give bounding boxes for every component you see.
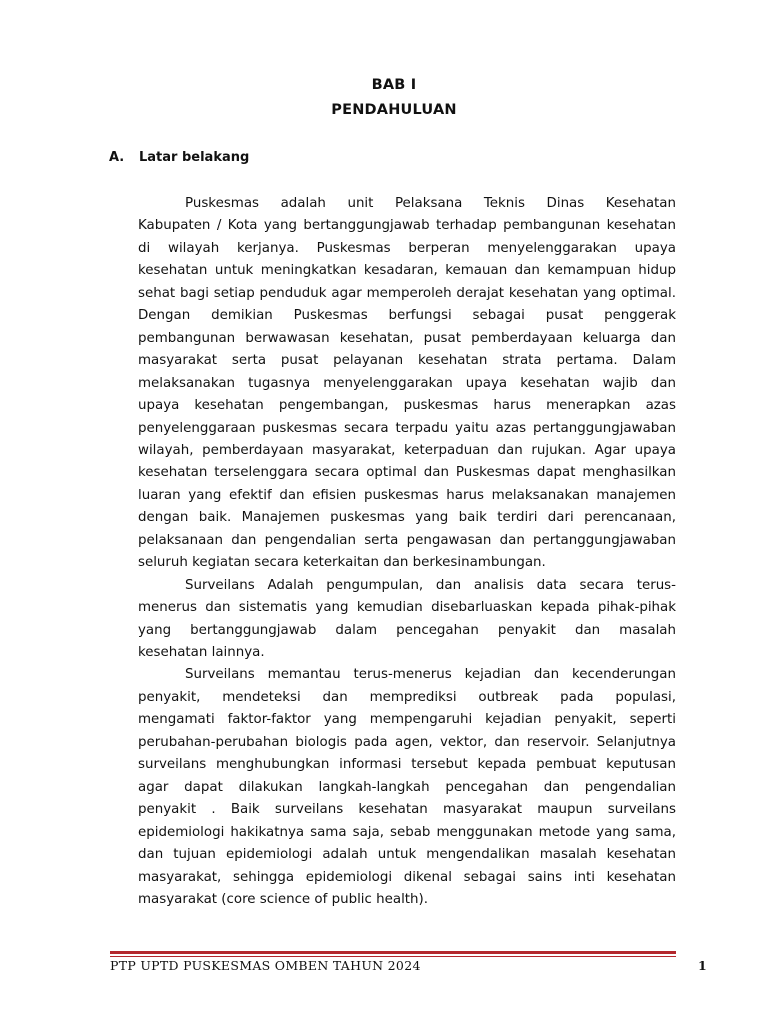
body-line: perubahan-perubahan biologis pada agen, vektor, dan reservoir. Selanjutnya bbox=[138, 734, 676, 750]
body-line: sehat bagi setiap penduduk agar memperoleh derajat kesehatan yang optimal. bbox=[138, 285, 676, 301]
body-line: dan tujuan epidemiologi adalah untuk mengendalikan masalah kesehatan bbox=[138, 847, 676, 863]
section-title: Latar belakang bbox=[139, 150, 250, 165]
body-line: upaya kesehatan pengembangan, puskesmas harus menerapkan azas bbox=[138, 398, 676, 414]
body-line: pembangunan berwawasan kesehatan, pusat pemberdayaan keluarga dan bbox=[138, 330, 676, 346]
body-line: dengan baik. Manajemen puskesmas yang baik terdiri dari perencanaan, bbox=[138, 510, 676, 526]
body-line: penyelenggaraan puskesmas secara terpadu yaitu azas pertanggungjawaban bbox=[138, 420, 676, 436]
section-heading bbox=[109, 150, 249, 165]
body-line: luaran yang efektif dan efisien puskesmas harus melaksanakan manajemen bbox=[138, 487, 676, 503]
body-line: Surveilans Adalah pengumpulan, dan analisis data secara terus- bbox=[185, 577, 676, 593]
body-line: masyarakat serta pusat pelayanan kesehatan strata pertama. Dalam bbox=[138, 353, 676, 369]
body-line: penyakit . Baik surveilans kesehatan masyarakat maupun surveilans bbox=[138, 802, 676, 818]
body-line: epidemiologi hakikatnya sama saja, sebab menggunakan metode yang sama, bbox=[138, 824, 676, 840]
body-line: masyarakat, sehingga epidemiologi dikenal sebagai sains inti kesehatan bbox=[138, 869, 676, 885]
body-line: surveilans menghubungkan informasi tersebut kepada pembuat keputusan bbox=[138, 757, 676, 773]
body-line: masyarakat (core science of public health). bbox=[138, 891, 429, 907]
body-line: agar dapat dilakukan langkah-langkah pencegahan dan pengendalian bbox=[138, 779, 676, 795]
body-line: pelaksanaan dan pengendalian serta pengawasan dan pertanggungjawaban bbox=[138, 532, 676, 548]
footer-rule-thin bbox=[110, 956, 676, 957]
body-line: wilayah, pemberdayaan masyarakat, keterpaduan dan rujukan. Agar upaya bbox=[138, 442, 676, 458]
body-line: mengamati faktor-faktor yang mempengaruhi kejadian penyakit, seperti bbox=[138, 712, 676, 728]
body-line: seluruh kegiatan secara keterkaitan dan berkesinambungan. bbox=[138, 555, 546, 571]
section-letter: A. bbox=[109, 150, 125, 165]
body-line: kesehatan untuk meningkatkan kesadaran, kemauan dan kemampuan hidup bbox=[138, 263, 676, 279]
body-line: Surveilans memantau terus-menerus kejadian dan kecenderungan bbox=[185, 667, 676, 683]
body-line: penyakit, mendeteksi dan memprediksi outbreak pada populasi, bbox=[138, 689, 676, 705]
body-line: menerus dan sistematis yang kemudian disebarluaskan kepada pihak-pihak bbox=[138, 600, 676, 616]
body-line: yang bertanggungjawab dalam pencegahan penyakit dan masalah bbox=[138, 622, 676, 638]
body-line: Kabupaten / Kota yang bertanggungjawab terhadap pembangunan kesehatan bbox=[138, 218, 676, 234]
footer-text: PTP UPTD PUSKESMAS OMBEN TAHUN 2024 bbox=[110, 958, 421, 973]
chapter-title: PENDAHULUAN bbox=[331, 102, 457, 118]
body-line: melaksanakan tugasnya menyelenggarakan upaya kesehatan wajib dan bbox=[138, 375, 676, 391]
body-line: Dengan demikian Puskesmas berfungsi sebagai pusat penggerak bbox=[138, 308, 676, 324]
body-line: kesehatan terselenggara secara optimal dan Puskesmas dapat menghasilkan bbox=[138, 465, 676, 481]
footer-rule-thick bbox=[110, 951, 676, 954]
page-number: 1 bbox=[698, 958, 707, 973]
chapter-number: BAB I bbox=[371, 77, 417, 93]
body-line: kesehatan lainnya. bbox=[138, 645, 265, 660]
body-line: di wilayah kerjanya. Puskesmas berperan menyelenggarakan upaya bbox=[138, 240, 676, 256]
body-line: Puskesmas adalah unit Pelaksana Teknis Dinas Kesehatan bbox=[185, 196, 676, 211]
